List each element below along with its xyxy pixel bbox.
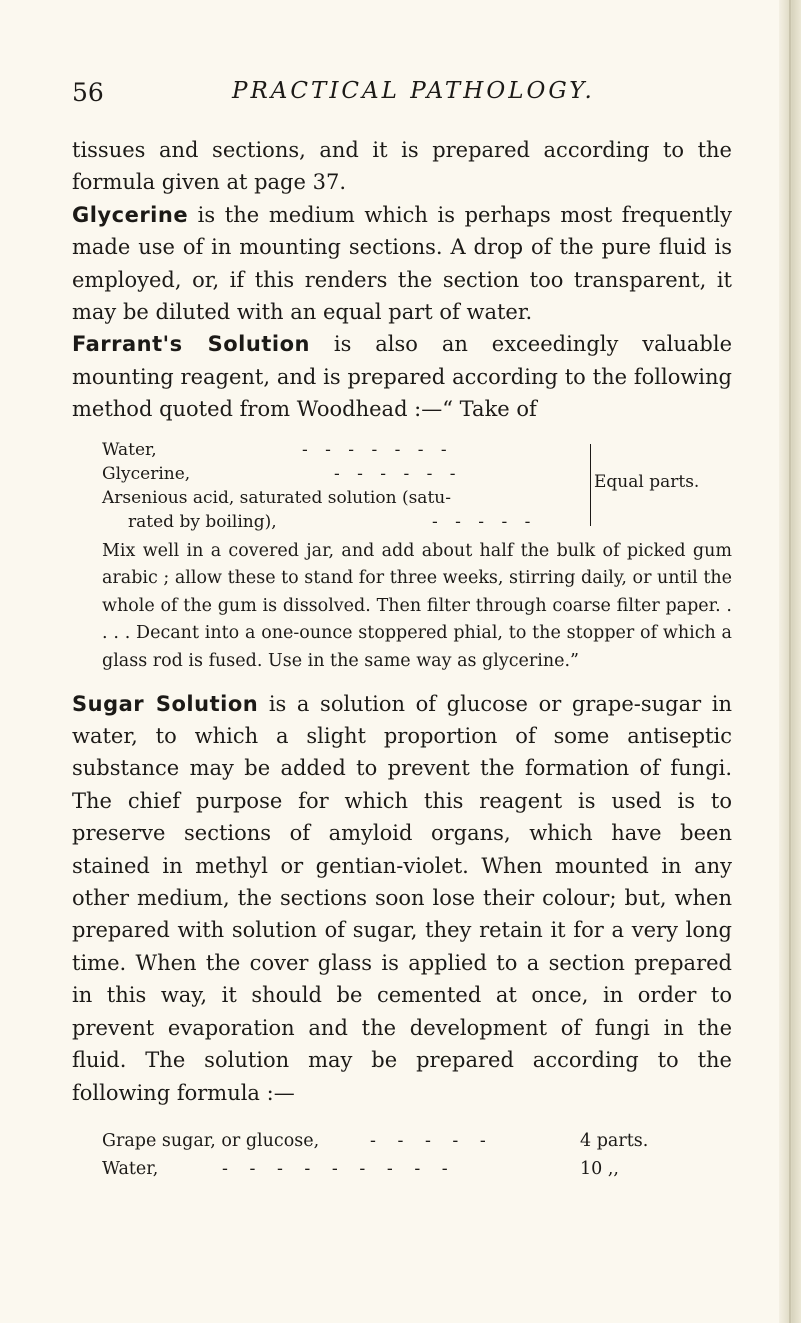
sugar-formula — [102, 1127, 732, 1187]
glycerine-paragraph — [72, 199, 732, 329]
glycerine-text: is the medium which is perhaps most frequently made use of in mounting sections. A drop of the pure fluid is employed, or, if this renders the section too transparent, it may be diluted with an equal part of water. — [72, 202, 732, 325]
sugar-formula-row-grape-amount: 4 parts. — [580, 1130, 649, 1151]
farrant-term: Farrant's Solution — [72, 332, 310, 357]
page-number: 56 — [72, 78, 104, 107]
formula-row-arsenious: Arsenious acid, saturated solution (satu- — [102, 487, 451, 508]
sugar-formula-row-grape-dashes: - - - - - — [370, 1130, 494, 1151]
page-header — [72, 78, 732, 114]
body-text — [72, 134, 732, 1187]
glycerine-term: Glycerine — [72, 202, 189, 227]
formula-row-water-dashes: - - - - - - - — [302, 439, 453, 460]
formula-row-water: Water, — [102, 439, 157, 460]
intro-paragraph: tissues and sections, and it is prepared according to the formula given at page 37. — [72, 138, 732, 195]
equal-parts-label: Equal parts. — [594, 471, 700, 492]
sugar-text: is a solution of glucose or grape-sugar in water, to which a slight proportion of some antiseptic substance may be added to prevent the formation of fungi. The chief purpose for which this reagent is used is to preserve sections of amyloid organs, which have been stained in methyl or gentian-violet. When mounted in any other medium, the sections soon lose their colour; but, when prepared with solution of sugar, they retain it for a very long time. When the cover glass is applied to a section prepared in this way, it should be cemented at once, in order to prevent evaporation and the development of fungi in the fluid. The solution may be prepared according to the following formula :— — [72, 691, 732, 1105]
sugar-formula-row-water-dashes: - - - - - - - - - — [222, 1158, 456, 1179]
formula-row-arsenious-cont: rated by boiling), — [128, 511, 277, 532]
brace — [582, 444, 591, 526]
running-head: PRACTICAL PATHOLOGY. — [232, 78, 595, 104]
sugar-paragraph — [72, 688, 732, 1109]
formula-row-glycerine-dashes: - - - - - - — [334, 463, 462, 484]
sugar-term: Sugar Solution — [72, 691, 259, 716]
formula-row-arsenious-dashes: - - - - - — [432, 511, 537, 532]
farrant-formula — [102, 438, 732, 534]
formula-row-glycerine: Glycerine, — [102, 463, 191, 484]
farrant-text: is also an exceedingly valuable mounting reagent, and is prepared according to the following method quoted from Woodhead :—“ Take of — [72, 332, 732, 422]
quoted-instructions: Mix well in a covered jar, and add about half the bulk of picked gum arabic ; allow these to stand for three weeks, stirring daily, or until the whole of the gum is dissolved. Then filter through coarse filter paper. . . . . Decant into a one-ounce stoppered phial, to the stopper of which a glass rod is fused. Use in the same way as glycerine.” — [102, 540, 732, 672]
sugar-formula-row-grape: Grape sugar, or glucose, — [102, 1130, 320, 1151]
sugar-formula-row-water: Water, — [102, 1158, 159, 1179]
sugar-formula-row-water-amount: 10 ,, — [580, 1158, 619, 1179]
farrant-paragraph — [72, 328, 732, 425]
page-edge-shadow — [789, 0, 791, 1323]
